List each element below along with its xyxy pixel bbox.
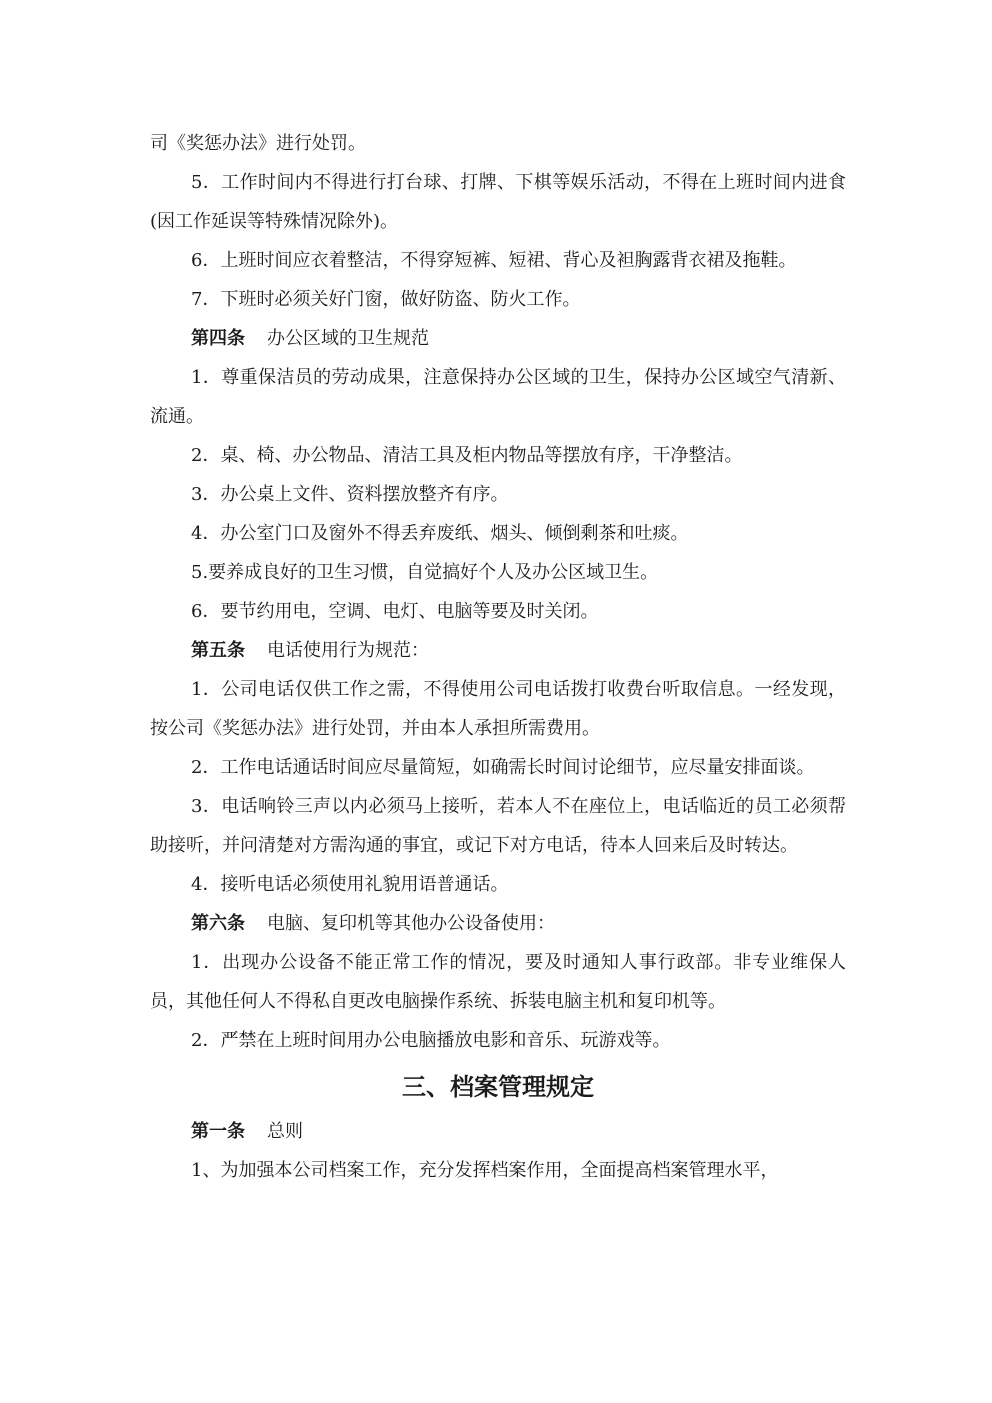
article-title: 办公区域的卫生规范 (267, 328, 429, 349)
article-number: 第四条 (191, 328, 245, 349)
article-number: 第一条 (191, 1121, 245, 1142)
paragraph: 7．下班时必须关好门窗，做好防盗、防火工作。 (191, 289, 581, 310)
article-title: 电话使用行为规范： (267, 640, 429, 661)
paragraph: 5.要养成良好的卫生习惯，自觉搞好个人及办公区域卫生。 (191, 562, 659, 583)
article-heading (150, 319, 846, 358)
paragraph: 司《奖惩办法》进行处罚。 (150, 133, 366, 154)
paragraph: 3．办公桌上文件、资料摆放整齐有序。 (191, 484, 509, 505)
article-title: 电脑、复印机等其他办公设备使用： (267, 913, 555, 934)
section-title: 三、档案管理规定 (402, 1073, 594, 1101)
article-number: 第六条 (191, 913, 245, 934)
paragraph: 2．桌、椅、办公物品、清洁工具及柜内物品等摆放有序，干净整洁。 (191, 445, 743, 466)
article-heading (150, 631, 846, 670)
paragraph: 1．公司电话仅供工作之需，不得使用公司电话拨打收费台听取信息。一经发现，按公司《奖惩办法》进行处罚，并由本人承担所需费用。 (150, 679, 846, 739)
article-title: 总则 (267, 1121, 303, 1142)
article-heading (150, 904, 846, 943)
paragraph: 2．严禁在上班时间用办公电脑播放电影和音乐、玩游戏等。 (191, 1030, 671, 1051)
paragraph: 3．电话响铃三声以内必须马上接听，若本人不在座位上，电话临近的员工必须帮助接听，并问清楚对方需沟通的事宜，或记下对方电话，待本人回来后及时转达。 (150, 796, 846, 856)
paragraph: 1、为加强本公司档案工作，充分发挥档案作用，全面提高档案管理水平， (191, 1160, 779, 1181)
paragraph: 2．工作电话通话时间应尽量简短，如确需长时间讨论细节，应尽量安排面谈。 (191, 757, 815, 778)
paragraph: 5．工作时间内不得进行打台球、打牌、下棋等娱乐活动，不得在上班时间内进食(因工作延误等特殊情况除外)。 (150, 172, 846, 232)
article-number: 第五条 (191, 640, 245, 661)
paragraph: 4．办公室门口及窗外不得丢弃废纸、烟头、倾倒剩茶和吐痰。 (191, 523, 689, 544)
paragraph: 6．上班时间应衣着整洁，不得穿短裤、短裙、背心及袒胸露背衣裙及拖鞋。 (191, 250, 797, 271)
paragraph: 1．出现办公设备不能正常工作的情况，要及时通知人事行政部。非专业维保人员，其他任何人不得私自更改电脑操作系统、拆装电脑主机和复印机等。 (150, 952, 846, 1012)
paragraph: 4．接听电话必须使用礼貌用语普通话。 (191, 874, 509, 895)
paragraph: 1．尊重保洁员的劳动成果，注意保持办公区域的卫生，保持办公区域空气清新、流通。 (150, 367, 846, 427)
document-body (150, 124, 846, 1190)
article-heading (150, 1112, 846, 1151)
paragraph: 6．要节约用电，空调、电灯、电脑等要及时关闭。 (191, 601, 599, 622)
